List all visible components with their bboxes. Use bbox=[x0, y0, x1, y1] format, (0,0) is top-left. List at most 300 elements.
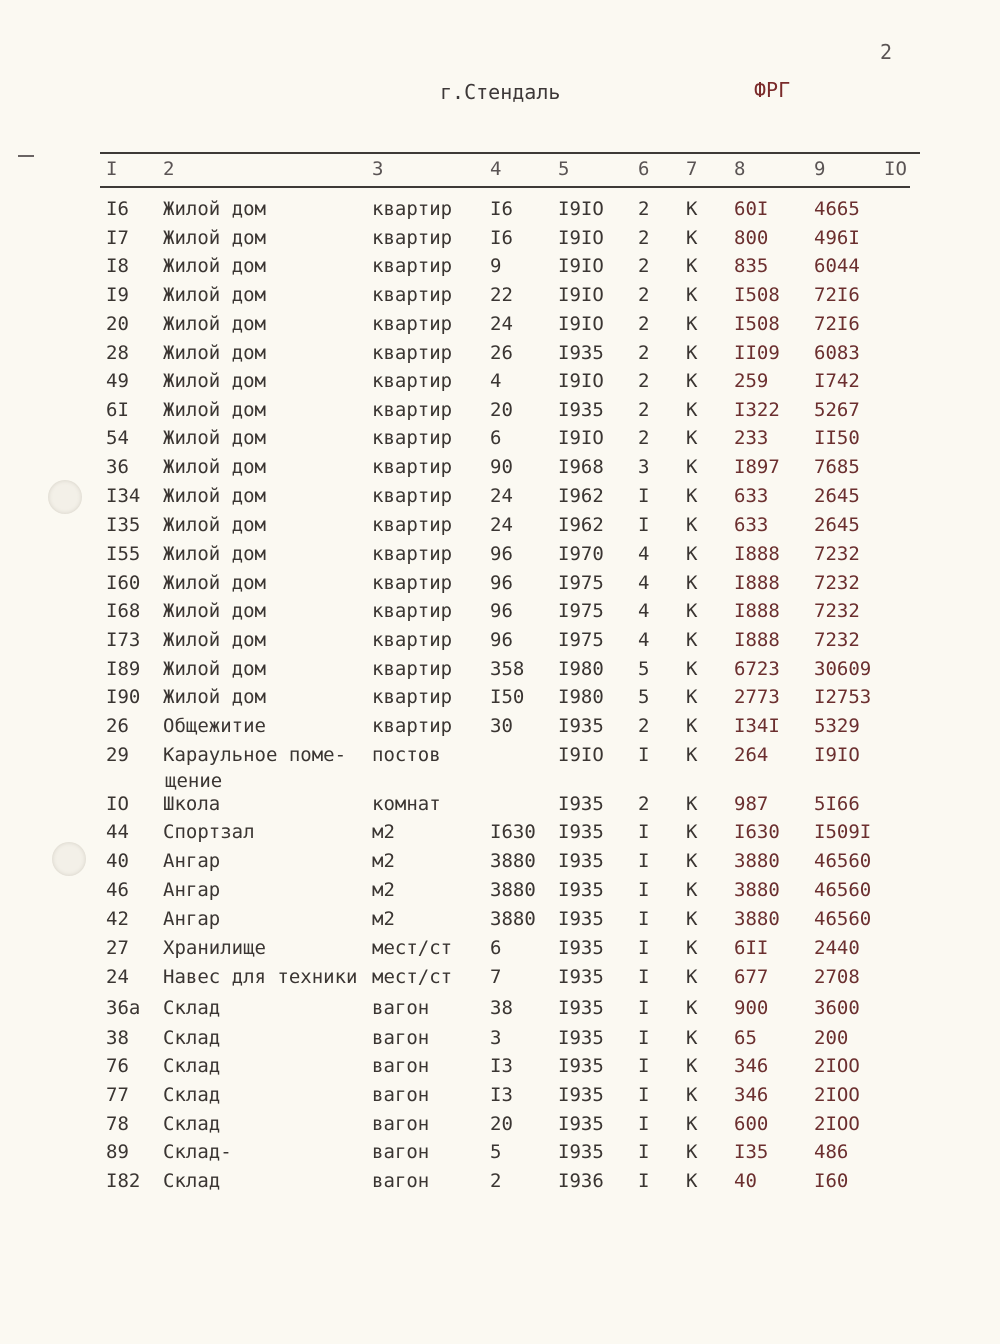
cell-col-2: Жилой дом bbox=[163, 514, 266, 536]
table-row bbox=[0, 629, 1000, 657]
cell-col-2: Ангар bbox=[163, 908, 221, 930]
cell-col-7: К bbox=[686, 572, 698, 594]
cell-col-1: 36а bbox=[106, 997, 141, 1019]
cell-col-1: I34 bbox=[106, 485, 141, 507]
cell-col-3: квартир bbox=[372, 456, 453, 478]
cell-col-5: I935 bbox=[558, 1113, 604, 1135]
cell-col-1: I7 bbox=[106, 227, 129, 249]
cell-col-4: 3880 bbox=[490, 850, 536, 872]
cell-col-1: 46 bbox=[106, 879, 129, 901]
cell-col-3: м2 bbox=[372, 850, 395, 872]
cell-col-1: 27 bbox=[106, 937, 129, 959]
cell-col-2: Жилой дом bbox=[163, 313, 266, 335]
cell-col-9: 46560 bbox=[814, 850, 872, 872]
cell-col-9: 3600 bbox=[814, 997, 860, 1019]
cell-col-7: К bbox=[686, 313, 698, 335]
cell-col-2: Общежитие bbox=[163, 715, 266, 737]
cell-col-4: I3 bbox=[490, 1055, 513, 1077]
cell-col-4: 96 bbox=[490, 629, 513, 651]
cell-col-8: I322 bbox=[734, 399, 780, 421]
cell-col-2: Спортзал bbox=[163, 821, 255, 843]
cell-col-1: 78 bbox=[106, 1113, 129, 1135]
cell-col-8: 346 bbox=[734, 1055, 769, 1077]
cell-col-7: К bbox=[686, 997, 698, 1019]
cell-col-3: квартир bbox=[372, 227, 453, 249]
cell-col-2: Склад bbox=[163, 1170, 221, 1192]
cell-col-6: I bbox=[638, 908, 650, 930]
cell-col-6: I bbox=[638, 821, 650, 843]
cell-col-9: 7685 bbox=[814, 456, 860, 478]
cell-col-8: 900 bbox=[734, 997, 769, 1019]
cell-col-9: 2440 bbox=[814, 937, 860, 959]
cell-col-1: I73 bbox=[106, 629, 141, 651]
table-row bbox=[0, 370, 1000, 398]
cell-col-2: Караульное поме- bbox=[163, 744, 347, 766]
cell-col-5: I9IO bbox=[558, 427, 604, 449]
cell-col-5: I935 bbox=[558, 908, 604, 930]
cell-col-1: 54 bbox=[106, 427, 129, 449]
cell-col-8: I897 bbox=[734, 456, 780, 478]
cell-col-8: 677 bbox=[734, 966, 769, 988]
cell-col-3: квартир bbox=[372, 543, 453, 565]
cell-col-1: I6 bbox=[106, 198, 129, 220]
cell-col-8: 65 bbox=[734, 1027, 757, 1049]
cell-col-7: К bbox=[686, 821, 698, 843]
cell-col-4: 20 bbox=[490, 399, 513, 421]
cell-col-9: 7232 bbox=[814, 629, 860, 651]
cell-col-8: I888 bbox=[734, 572, 780, 594]
table-row bbox=[0, 572, 1000, 600]
cell-col-6: I bbox=[638, 514, 650, 536]
table-row bbox=[0, 255, 1000, 283]
table-row bbox=[0, 966, 1000, 994]
header-cell: 7 bbox=[686, 158, 698, 180]
cell-col-2: Хранилище bbox=[163, 937, 266, 959]
cell-col-3: вагон bbox=[372, 1055, 430, 1077]
cell-col-7: К bbox=[686, 1084, 698, 1106]
cell-col-9: 5329 bbox=[814, 715, 860, 737]
cell-col-5: I970 bbox=[558, 543, 604, 565]
cell-col-4: 90 bbox=[490, 456, 513, 478]
cell-col-9: 4665 bbox=[814, 198, 860, 220]
cell-col-4: 38 bbox=[490, 997, 513, 1019]
cell-col-7: К bbox=[686, 370, 698, 392]
cell-col-1: 49 bbox=[106, 370, 129, 392]
cell-col-3: м2 bbox=[372, 908, 395, 930]
cell-col-5: I9IO bbox=[558, 198, 604, 220]
cell-col-1: 28 bbox=[106, 342, 129, 364]
table-row bbox=[0, 514, 1000, 542]
table-row bbox=[0, 1170, 1000, 1198]
cell-col-8: 40 bbox=[734, 1170, 757, 1192]
cell-col-7: К bbox=[686, 966, 698, 988]
cell-col-8: I35 bbox=[734, 1141, 769, 1163]
header-cell: 9 bbox=[814, 158, 826, 180]
cell-col-4: 26 bbox=[490, 342, 513, 364]
cell-col-4: 20 bbox=[490, 1113, 513, 1135]
cell-col-7: К bbox=[686, 629, 698, 651]
cell-col-8: I888 bbox=[734, 543, 780, 565]
cell-col-4: 6 bbox=[490, 937, 502, 959]
cell-col-4: 7 bbox=[490, 966, 502, 988]
cell-col-2: Навес для техники bbox=[163, 966, 358, 988]
cell-col-9: 46560 bbox=[814, 908, 872, 930]
table-row bbox=[0, 821, 1000, 849]
header-cell: 8 bbox=[734, 158, 746, 180]
cell-col-5: I962 bbox=[558, 514, 604, 536]
cell-col-8: I34I bbox=[734, 715, 780, 737]
cell-col-2: Жилой дом bbox=[163, 284, 266, 306]
cell-col-5: I975 bbox=[558, 600, 604, 622]
cell-col-7: К bbox=[686, 255, 698, 277]
table-row bbox=[0, 456, 1000, 484]
cell-col-6: 5 bbox=[638, 658, 650, 680]
cell-col-3: постов bbox=[372, 744, 441, 766]
cell-col-6: 2 bbox=[638, 370, 650, 392]
table-row bbox=[0, 937, 1000, 965]
cell-col-4: 2 bbox=[490, 1170, 502, 1192]
cell-col-4: I6 bbox=[490, 198, 513, 220]
table-row bbox=[0, 793, 1000, 821]
cell-col-5: I935 bbox=[558, 1055, 604, 1077]
cell-col-1: 77 bbox=[106, 1084, 129, 1106]
cell-col-5: I935 bbox=[558, 997, 604, 1019]
table-row bbox=[0, 600, 1000, 628]
header-cell: 5 bbox=[558, 158, 570, 180]
header-cell: 4 bbox=[490, 158, 502, 180]
cell-col-6: 2 bbox=[638, 255, 650, 277]
cell-col-6: I bbox=[638, 879, 650, 901]
cell-col-9: 2IOO bbox=[814, 1055, 860, 1077]
table-row bbox=[0, 1084, 1000, 1112]
cell-col-5: I935 bbox=[558, 793, 604, 815]
cell-col-3: квартир bbox=[372, 629, 453, 651]
cell-col-8: I508 bbox=[734, 284, 780, 306]
cell-col-6: 2 bbox=[638, 198, 650, 220]
cell-col-5: I935 bbox=[558, 937, 604, 959]
cell-col-8: 259 bbox=[734, 370, 769, 392]
cell-col-7: К bbox=[686, 1141, 698, 1163]
cell-col-8: 2773 bbox=[734, 686, 780, 708]
cell-col-4: 358 bbox=[490, 658, 525, 680]
cell-col-9: 5I66 bbox=[814, 793, 860, 815]
cell-col-3: вагон bbox=[372, 1170, 430, 1192]
cell-col-2: Жилой дом bbox=[163, 399, 266, 421]
cell-col-7: К bbox=[686, 1113, 698, 1135]
table-row bbox=[0, 342, 1000, 370]
cell-col-3: квартир bbox=[372, 255, 453, 277]
cell-col-4: I630 bbox=[490, 821, 536, 843]
cell-col-1: 20 bbox=[106, 313, 129, 335]
table-row bbox=[0, 658, 1000, 686]
table-row bbox=[0, 997, 1000, 1025]
cell-col-6: I bbox=[638, 937, 650, 959]
cell-col-3: квартир bbox=[372, 198, 453, 220]
cell-col-3: вагон bbox=[372, 997, 430, 1019]
cell-col-7: К bbox=[686, 514, 698, 536]
cell-col-1: 6I bbox=[106, 399, 129, 421]
cell-col-6: 2 bbox=[638, 715, 650, 737]
cell-col-9: I2753 bbox=[814, 686, 872, 708]
cell-col-7: К bbox=[686, 543, 698, 565]
cell-col-3: мест/ст bbox=[372, 937, 453, 959]
cell-col-7: К bbox=[686, 1170, 698, 1192]
cell-col-4: I3 bbox=[490, 1084, 513, 1106]
header-cell: IO bbox=[884, 158, 907, 180]
table-row bbox=[0, 284, 1000, 312]
cell-col-7: К bbox=[686, 715, 698, 737]
cell-col-7: К bbox=[686, 399, 698, 421]
cell-col-4: 3 bbox=[490, 1027, 502, 1049]
table-row bbox=[0, 686, 1000, 714]
cell-col-2: Склад bbox=[163, 1084, 221, 1106]
cell-col-2: Жилой дом bbox=[163, 629, 266, 651]
cell-col-7: К bbox=[686, 686, 698, 708]
cell-col-6: 4 bbox=[638, 629, 650, 651]
cell-col-5: I975 bbox=[558, 629, 604, 651]
cell-col-7: К bbox=[686, 850, 698, 872]
cell-col-1: 38 bbox=[106, 1027, 129, 1049]
page-number: 2 bbox=[880, 40, 893, 64]
cell-col-7: К bbox=[686, 456, 698, 478]
cell-col-6: I bbox=[638, 850, 650, 872]
cell-col-2: Жилой дом bbox=[163, 572, 266, 594]
table-row bbox=[0, 227, 1000, 255]
cell-col-4: 3880 bbox=[490, 908, 536, 930]
cell-col-5: I9IO bbox=[558, 370, 604, 392]
cell-col-4: 96 bbox=[490, 572, 513, 594]
cell-col-8: 633 bbox=[734, 485, 769, 507]
table-row bbox=[0, 715, 1000, 743]
cell-col-9: 6083 bbox=[814, 342, 860, 364]
table-row bbox=[0, 198, 1000, 226]
table-row bbox=[0, 1055, 1000, 1083]
cell-col-7: К bbox=[686, 879, 698, 901]
header-cell: I bbox=[106, 158, 118, 180]
cell-col-4: 96 bbox=[490, 600, 513, 622]
cell-col-1: IO bbox=[106, 793, 129, 815]
cell-col-4: 30 bbox=[490, 715, 513, 737]
cell-col-2: Жилой дом bbox=[163, 600, 266, 622]
cell-col-3: квартир bbox=[372, 342, 453, 364]
cell-col-8: I508 bbox=[734, 313, 780, 335]
country-label: ФРГ bbox=[754, 78, 791, 102]
cell-col-3: квартир bbox=[372, 658, 453, 680]
cell-col-5: I980 bbox=[558, 658, 604, 680]
cell-col-9: 2645 bbox=[814, 485, 860, 507]
table-row bbox=[0, 427, 1000, 455]
table-row bbox=[0, 879, 1000, 907]
cell-col-3: квартир bbox=[372, 399, 453, 421]
cell-col-9: I509I bbox=[814, 821, 872, 843]
cell-col-5: I962 bbox=[558, 485, 604, 507]
cell-col-4: 24 bbox=[490, 313, 513, 335]
cell-col-5: I9IO bbox=[558, 313, 604, 335]
cell-col-7: К bbox=[686, 793, 698, 815]
cell-col-6: 4 bbox=[638, 543, 650, 565]
cell-col-1: 42 bbox=[106, 908, 129, 930]
table-row bbox=[0, 1141, 1000, 1169]
cell-col-9: 6044 bbox=[814, 255, 860, 277]
cell-col-6: I bbox=[638, 1170, 650, 1192]
header-cell: 3 bbox=[372, 158, 384, 180]
cell-col-9: 2IOO bbox=[814, 1084, 860, 1106]
cell-col-8: I888 bbox=[734, 629, 780, 651]
cell-col-6: I bbox=[638, 1084, 650, 1106]
cell-col-1: I89 bbox=[106, 658, 141, 680]
cell-col-2: Склад bbox=[163, 1027, 221, 1049]
cell-col-5: I935 bbox=[558, 821, 604, 843]
cell-col-2: Жилой дом bbox=[163, 485, 266, 507]
cell-col-2: Жилой дом bbox=[163, 543, 266, 565]
cell-col-2: Склад bbox=[163, 1055, 221, 1077]
cell-col-9: 486 bbox=[814, 1141, 849, 1163]
table-row bbox=[0, 1113, 1000, 1141]
cell-col-6: I bbox=[638, 1055, 650, 1077]
cell-col-1: 76 bbox=[106, 1055, 129, 1077]
cell-col-6: I bbox=[638, 1141, 650, 1163]
cell-col-8: I630 bbox=[734, 821, 780, 843]
cell-col-5: I980 bbox=[558, 686, 604, 708]
cell-col-6: 2 bbox=[638, 399, 650, 421]
cell-col-9: I9IO bbox=[814, 744, 860, 766]
cell-col-1: I9 bbox=[106, 284, 129, 306]
cell-col-3: квартир bbox=[372, 284, 453, 306]
table-row bbox=[0, 850, 1000, 878]
table-row bbox=[0, 1027, 1000, 1055]
cell-col-8: II09 bbox=[734, 342, 780, 364]
cell-col-3: квартир bbox=[372, 600, 453, 622]
table-row bbox=[0, 744, 1000, 772]
cell-col-1: I90 bbox=[106, 686, 141, 708]
cell-col-6: 2 bbox=[638, 313, 650, 335]
cell-col-5: I9IO bbox=[558, 255, 604, 277]
cell-col-1: 40 bbox=[106, 850, 129, 872]
cell-col-6: I bbox=[638, 997, 650, 1019]
cell-col-1: I8 bbox=[106, 255, 129, 277]
cell-col-1: 29 bbox=[106, 744, 129, 766]
cell-col-7: К bbox=[686, 1027, 698, 1049]
cell-col-9: 496I bbox=[814, 227, 860, 249]
cell-col-9: 72I6 bbox=[814, 313, 860, 335]
cell-col-4: 96 bbox=[490, 543, 513, 565]
cell-col-7: К bbox=[686, 744, 698, 766]
cell-col-8: I888 bbox=[734, 600, 780, 622]
cell-col-2: Жилой дом bbox=[163, 342, 266, 364]
table-top-rule bbox=[100, 152, 920, 154]
cell-col-9: 7232 bbox=[814, 543, 860, 565]
cell-col-6: I bbox=[638, 485, 650, 507]
cell-col-9: 30609 bbox=[814, 658, 872, 680]
cell-col-3: комнат bbox=[372, 793, 441, 815]
table-row bbox=[0, 399, 1000, 427]
table-row bbox=[0, 313, 1000, 341]
margin-mark bbox=[18, 155, 34, 157]
cell-col-3: квартир bbox=[372, 715, 453, 737]
cell-col-4: 5 bbox=[490, 1141, 502, 1163]
cell-col-6: 2 bbox=[638, 342, 650, 364]
cell-col-3: квартир bbox=[372, 686, 453, 708]
cell-col-1: I82 bbox=[106, 1170, 141, 1192]
cell-col-4: 4 bbox=[490, 370, 502, 392]
table-header bbox=[0, 158, 1000, 186]
cell-col-8: 3880 bbox=[734, 850, 780, 872]
cell-col-6: 2 bbox=[638, 284, 650, 306]
cell-col-3: м2 bbox=[372, 879, 395, 901]
cell-col-6: I bbox=[638, 1027, 650, 1049]
cell-col-5: I935 bbox=[558, 966, 604, 988]
cell-col-9: II50 bbox=[814, 427, 860, 449]
cell-col-9: 72I6 bbox=[814, 284, 860, 306]
cell-col-9: 5267 bbox=[814, 399, 860, 421]
cell-col-9: I742 bbox=[814, 370, 860, 392]
cell-col-7: К bbox=[686, 658, 698, 680]
cell-col-2: Ангар bbox=[163, 850, 221, 872]
cell-col-6: 2 bbox=[638, 427, 650, 449]
cell-col-2: Жилой дом bbox=[163, 686, 266, 708]
cell-col-6: 5 bbox=[638, 686, 650, 708]
cell-col-6: 2 bbox=[638, 227, 650, 249]
cell-col-2: Жилой дом bbox=[163, 427, 266, 449]
cell-col-7: К bbox=[686, 600, 698, 622]
cell-col-7: К bbox=[686, 227, 698, 249]
cell-col-9: 2IOO bbox=[814, 1113, 860, 1135]
cell-col-4: 3880 bbox=[490, 879, 536, 901]
cell-col-8: 835 bbox=[734, 255, 769, 277]
cell-col-5: I975 bbox=[558, 572, 604, 594]
cell-col-5: I968 bbox=[558, 456, 604, 478]
cell-col-7: К bbox=[686, 485, 698, 507]
cell-col-2: Жилой дом bbox=[163, 370, 266, 392]
cell-col-2: Школа bbox=[163, 793, 221, 815]
cell-col-5: I935 bbox=[558, 879, 604, 901]
cell-col-5: I9IO bbox=[558, 227, 604, 249]
cell-col-2: Склад bbox=[163, 997, 221, 1019]
cell-col-9: 2645 bbox=[814, 514, 860, 536]
cell-col-1: I68 bbox=[106, 600, 141, 622]
cell-col-4: 24 bbox=[490, 485, 513, 507]
city-title: г.Стендаль bbox=[440, 80, 561, 104]
cell-col-5: I935 bbox=[558, 399, 604, 421]
cell-col-8: 633 bbox=[734, 514, 769, 536]
cell-col-6: 4 bbox=[638, 572, 650, 594]
cell-col-7: К bbox=[686, 427, 698, 449]
cell-col-2: Жилой дом bbox=[163, 255, 266, 277]
cell-col-5: I935 bbox=[558, 1027, 604, 1049]
cell-col-6: 4 bbox=[638, 600, 650, 622]
cell-col-3: вагон bbox=[372, 1113, 430, 1135]
cell-col-4: 22 bbox=[490, 284, 513, 306]
cell-col-8: 6723 bbox=[734, 658, 780, 680]
cell-col-1: I60 bbox=[106, 572, 141, 594]
cell-col-8: 3880 bbox=[734, 879, 780, 901]
cell-col-6: 3 bbox=[638, 456, 650, 478]
cell-col-6: 2 bbox=[638, 793, 650, 815]
cell-col-7: К bbox=[686, 908, 698, 930]
cell-col-9: 2708 bbox=[814, 966, 860, 988]
cell-col-9: 46560 bbox=[814, 879, 872, 901]
cell-col-2: Жилой дом bbox=[163, 227, 266, 249]
cell-col-8: 600 bbox=[734, 1113, 769, 1135]
cell-col-4: 24 bbox=[490, 514, 513, 536]
row-continuation: щение bbox=[165, 770, 223, 792]
cell-col-1: 26 bbox=[106, 715, 129, 737]
cell-col-5: I935 bbox=[558, 342, 604, 364]
cell-col-4: 9 bbox=[490, 255, 502, 277]
cell-col-5: I9IO bbox=[558, 284, 604, 306]
cell-col-9: 200 bbox=[814, 1027, 849, 1049]
cell-col-8: 987 bbox=[734, 793, 769, 815]
